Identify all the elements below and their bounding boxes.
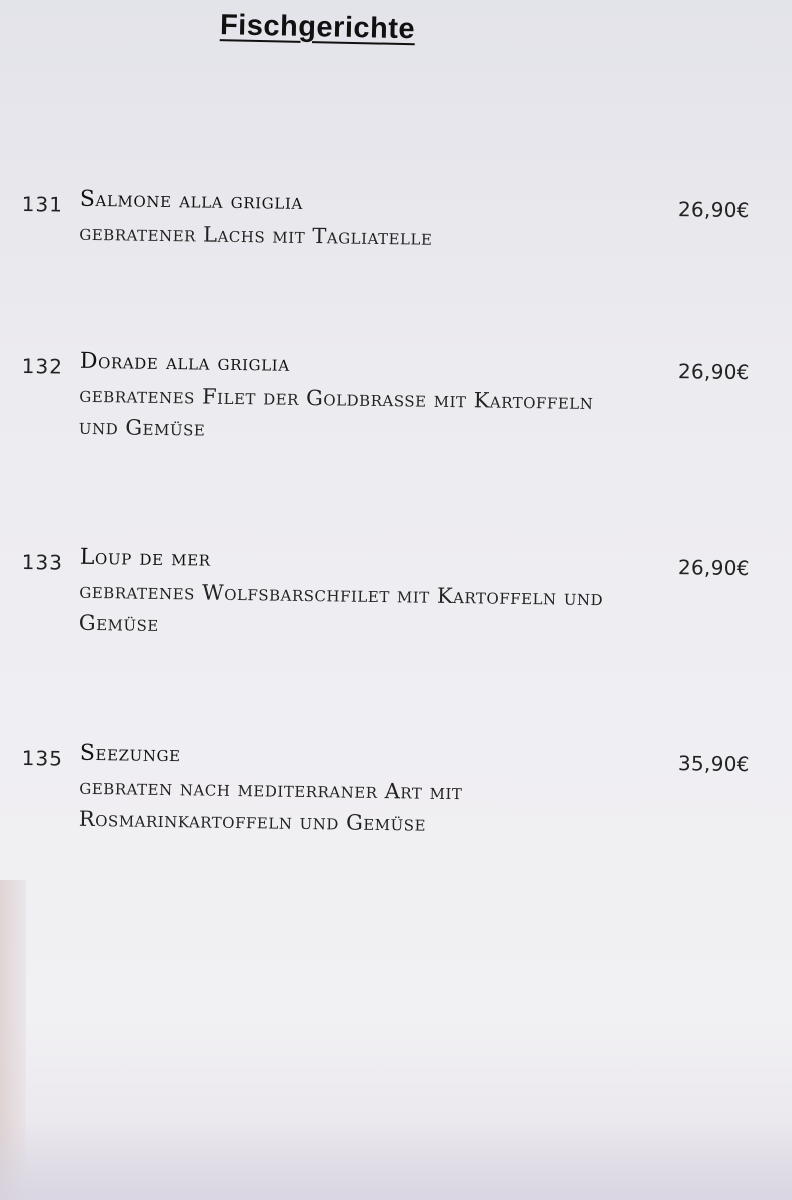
item-description: gebratenes Filet der Goldbrasse mit Kartoffeln und Gemüse bbox=[78, 382, 594, 441]
item-price: 26,90€ bbox=[677, 555, 750, 581]
item-name: Loup de mer bbox=[79, 544, 211, 572]
page-bottom-shade bbox=[0, 1120, 792, 1200]
item-description: gebratenes Wolfsbarschfilet mit Kartoffeln und Gemüse bbox=[78, 578, 604, 636]
item-name: Seezunge bbox=[79, 740, 181, 768]
item-number: 131 bbox=[21, 191, 64, 217]
menu-item bbox=[21, 348, 762, 441]
item-description: gebraten nach mediterraner Art mit Rosmarinkartoffeln und Gemüse bbox=[78, 774, 463, 836]
section-title: Fischgerichte bbox=[219, 9, 416, 46]
item-number: 132 bbox=[21, 353, 64, 379]
item-price: 26,90€ bbox=[677, 359, 750, 385]
item-number: 133 bbox=[21, 549, 64, 575]
menu-item bbox=[21, 544, 762, 636]
item-number: 135 bbox=[21, 745, 64, 771]
item-price: 26,90€ bbox=[677, 197, 750, 223]
item-price: 35,90€ bbox=[677, 751, 750, 777]
item-name: Dorade alla griglia bbox=[79, 348, 290, 377]
item-name: Salmone alla griglia bbox=[79, 186, 304, 215]
menu-item bbox=[21, 740, 762, 836]
item-description: gebratener Lachs mit Tagliatelle bbox=[79, 220, 433, 250]
menu-item bbox=[21, 186, 762, 250]
